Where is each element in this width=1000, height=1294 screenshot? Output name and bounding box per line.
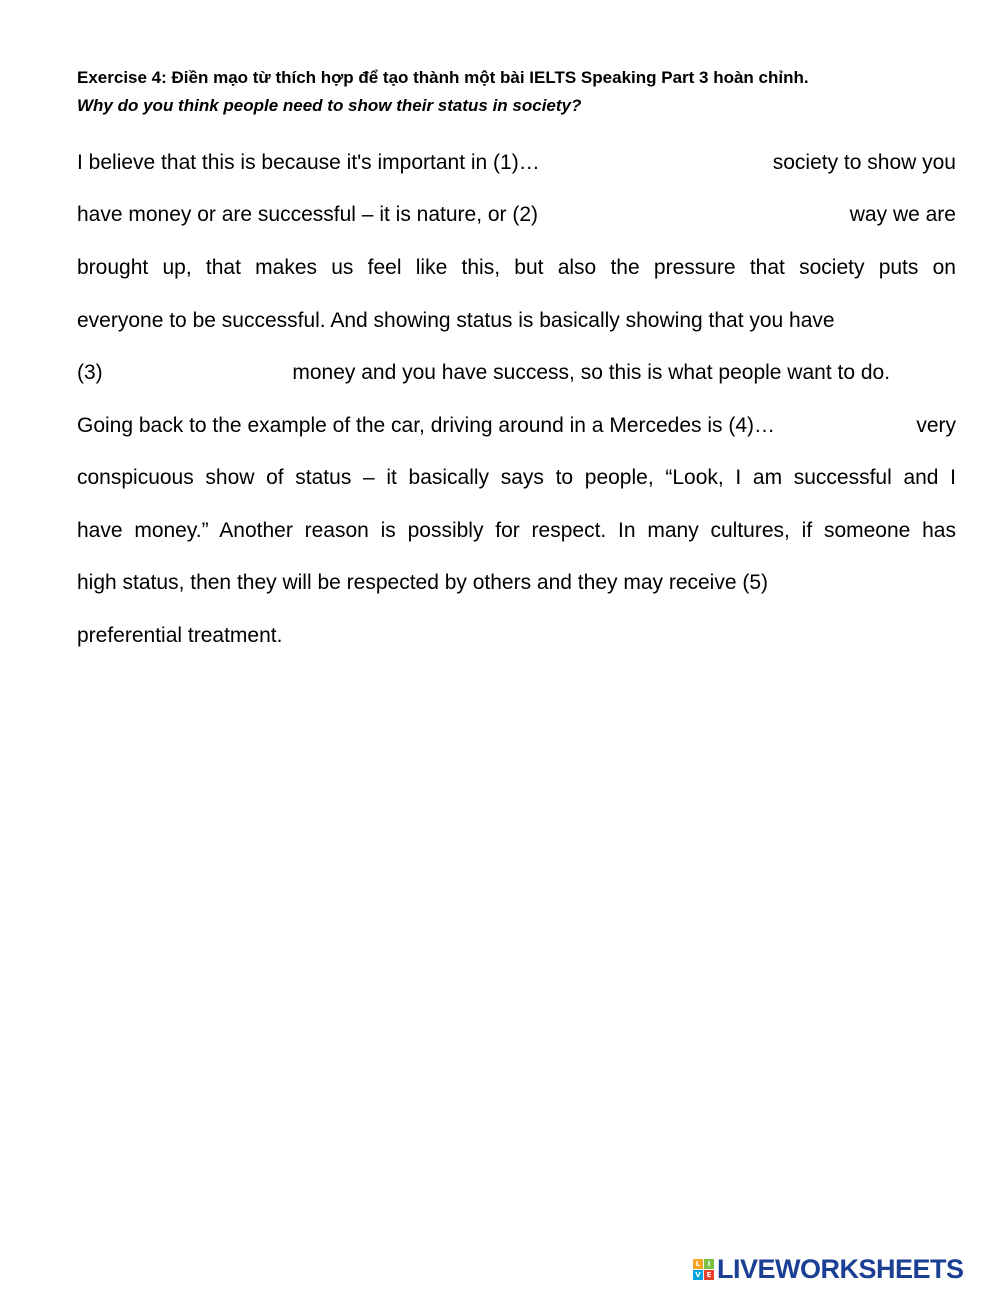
passage-text: money and you have success, so this is what people want to do.: [292, 361, 891, 384]
passage-text: I believe that this is because it's important in (1)…: [77, 151, 540, 174]
passage-line-4: [77, 306, 956, 336]
passage-text: everyone to be successful. And showing status is basically showing that you have: [77, 309, 835, 332]
exercise-header: [77, 64, 957, 120]
passage-text: society to show you: [772, 151, 956, 174]
logo-text: LIVEWORKSHEETS: [717, 1253, 964, 1284]
passage-line-9: [77, 568, 956, 598]
passage-line-3: [77, 253, 956, 283]
passage-text: have money or are successful – it is nature, or (2): [77, 203, 539, 226]
passage-line-10: [77, 621, 956, 651]
passage-text: way we are: [849, 203, 956, 226]
passage-text: very: [916, 414, 956, 437]
passage-line-6: [77, 411, 956, 441]
passage-line-5: [77, 358, 956, 388]
passage-text: Going back to the example of the car, driving around in a Mercedes is (4)…: [77, 414, 776, 437]
passage-text: conspicuous show of status – it basically says to people, “Look, I am successful and I: [77, 466, 956, 489]
answer-blank-3[interactable]: [109, 361, 287, 385]
exercise-title: Exercise 4: Điền mạo từ thích hợp để tạo thành một bài IELTS Speaking Part 3 hoàn chỉnh.: [77, 68, 809, 87]
passage-line-1: [77, 148, 956, 178]
question-title: Why do you think people need to show their status in society?: [77, 96, 582, 115]
passage-line-8: [77, 516, 956, 546]
logo-mark-letter: L: [693, 1259, 703, 1269]
passage-text: have money.” Another reason is possibly for respect. In many cultures, if someone has: [77, 519, 956, 542]
logo-mark-letter: I: [704, 1259, 714, 1269]
passage-line-7: [77, 463, 956, 493]
passage-text: preferential treatment.: [77, 624, 283, 647]
passage-line-2: [77, 200, 956, 230]
passage-text: brought up, that makes us feel like this, but also the pressure that society puts on: [77, 256, 956, 279]
logo-mark-letter: E: [704, 1270, 714, 1280]
passage-text: high status, then they will be respected by others and they may receive (5): [77, 571, 769, 594]
passage-text: (3): [77, 361, 103, 384]
logo-mark-icon: [693, 1259, 714, 1280]
logo-mark-letter: V: [693, 1270, 703, 1280]
liveworksheets-logo: [693, 1254, 964, 1284]
answer-blank-5[interactable]: [774, 571, 874, 595]
